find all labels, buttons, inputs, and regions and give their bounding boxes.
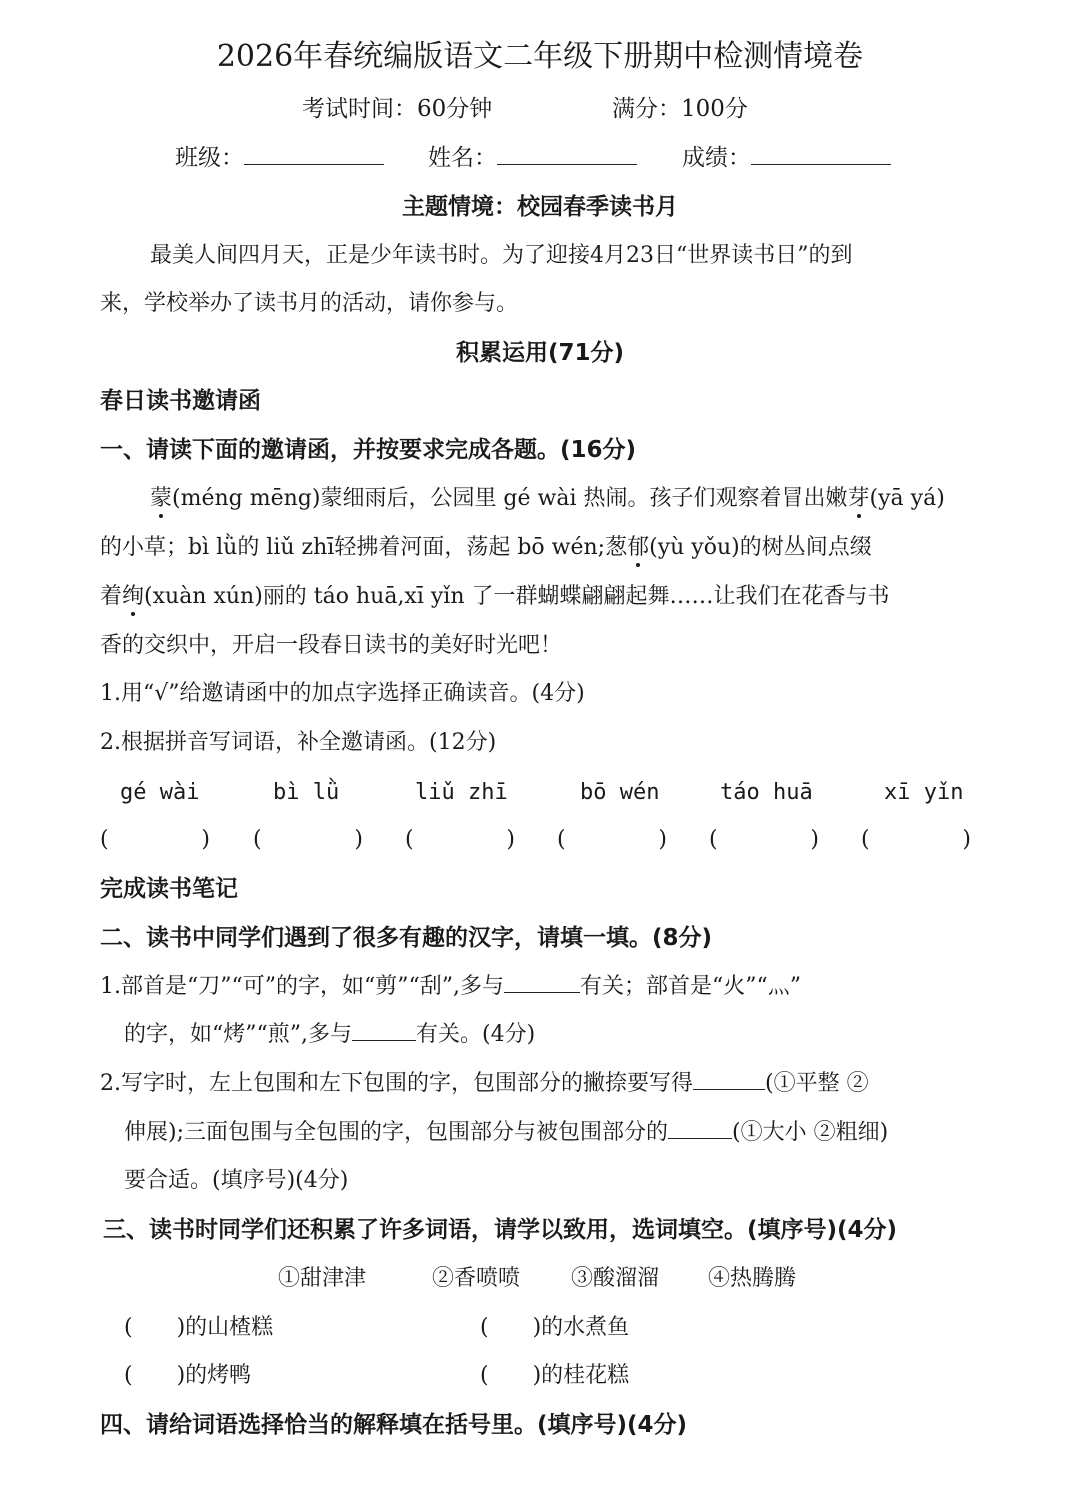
q2-s2-line3: 要合适。(填序号)(4分) [124,1168,349,1193]
passage-line-2 [100,537,872,559]
answer-box-4[interactable] [557,829,667,851]
paren-close: ) [962,827,971,852]
q2-blank-1[interactable] [504,990,580,993]
q2-text: 的字，如“烤”“煎”,多与 [124,1022,352,1047]
pinyin-5: táo huā [720,780,813,805]
paren-open: ( [861,827,870,852]
q2-blank-3[interactable] [693,1087,765,1090]
q3-option-4: ④热腾腾 [708,1266,797,1291]
q2-s1-line1 [100,976,801,998]
paren-close: ) [810,827,819,852]
score-blank[interactable] [751,162,891,165]
class-blank[interactable] [244,162,384,165]
q3-item-3[interactable]: ( )的烤鸭 [124,1363,252,1388]
pinyin-3: liǔ zhī [415,780,508,805]
dotted-char: 芽 [847,486,870,511]
paren-close: ) [658,827,667,852]
answer-box-5[interactable] [709,829,819,851]
q3-option-1: ①甜津津 [278,1266,367,1291]
paren-open: ( [253,827,262,852]
class-field [175,147,384,170]
paren-open: ( [557,827,566,852]
q2-text: 有关；部首是“火”“灬” [579,974,801,999]
passage-line-1 [150,488,945,510]
paren-open: ( [100,827,109,852]
answer-box-2[interactable] [253,829,363,851]
q1-sub1: 1.用“√”给邀请函中的加点字选择正确读音。(4分) [100,681,585,706]
q3-option-2: ②香喷喷 [432,1266,521,1291]
name-label: 姓名： [428,145,497,171]
q2-blank-4[interactable] [668,1136,732,1139]
passage-text: (yù yǒu)的树丛间点缀 [649,535,872,560]
q2-s1-line2 [124,1024,535,1046]
passage-text: (xuàn xún)丽的 táo huā,xī yǐn 了一群蝴蝶翩翩起舞……让我们在花香与书 [144,584,890,609]
exam-title: 2026年春统编版语文二年级下册期中检测情境卷 [216,39,864,74]
dotted-char: 郁 [627,535,650,560]
part1-heading: 春日读书邀请函 [100,388,261,414]
q2-s2-line2 [124,1122,888,1144]
name-field [428,147,637,170]
q2-text: 伸展);三面包围与全包围的字，包围部分与被包围部分的 [124,1120,668,1145]
q1-sub2: 2.根据拼音写词语，补全邀请函。(12分) [100,730,497,755]
q2-text: (①平整 ② [765,1071,869,1096]
pinyin-1: gé wài [120,780,200,805]
paren-close: ) [506,827,515,852]
q4-title: 四、请给词语选择恰当的解释填在括号里。(填序号)(4分) [100,1412,688,1438]
passage-line-3 [100,586,890,608]
paren-open: ( [405,827,414,852]
q3-item-4[interactable]: ( )的桂花糕 [480,1363,630,1388]
pinyin-4: bō wén [580,780,660,805]
q2-text: 1.部首是“刀”“可”的字，如“剪”“刮”,多与 [100,974,504,999]
dotted-char: 蒙 [150,486,173,511]
exam-time: 考试时间：60分钟 [302,96,493,122]
passage-text: 的小草；bì lǜ的 liǔ zhī轻拂着河面，荡起 bō wén;葱 [100,535,628,560]
passage-text: (méng mēng)蒙细雨后，公园里 gé wài 热闹。孩子们观察着冒出嫩 [172,486,848,511]
q3-item-2[interactable]: ( )的水煮鱼 [480,1315,630,1340]
passage-line-4: 香的交织中，开启一段春日读书的美好时光吧！ [100,633,563,658]
full-score: 满分：100分 [612,96,748,122]
score-label: 成绩： [682,145,751,171]
score-field [682,147,891,170]
q2-text: 2.写字时，左上包围和左下包围的字，包围部分的撇捺要写得 [100,1071,693,1096]
passage-text: (yā yá) [869,486,945,511]
q3-option-3: ③酸溜溜 [571,1266,660,1291]
paren-close: ) [354,827,363,852]
pinyin-6: xī yǐn [884,780,964,805]
paren-close: ) [201,827,210,852]
q2-blank-2[interactable] [352,1038,416,1041]
theme-title: 主题情境：校园春季读书月 [402,194,678,220]
answer-box-3[interactable] [405,829,515,851]
q3-title: 三、读书时同学们还积累了许多词语，请学以致用，选词填空。(填序号)(4分) [103,1217,898,1243]
intro-line-1: 最美人间四月天，正是少年读书时。为了迎接4月23日“世界读书日”的到 [150,243,853,268]
q2-s2-line1 [100,1073,869,1095]
answer-box-6[interactable] [861,829,971,851]
q2-text: (①大小 ②粗细) [732,1120,889,1145]
q2-text: 有关。(4分) [415,1022,536,1047]
paren-open: ( [709,827,718,852]
name-blank[interactable] [497,162,637,165]
answer-box-1[interactable] [100,829,210,851]
q1-title: 一、请读下面的邀请函，并按要求完成各题。(16分) [100,437,637,463]
passage-text: 着 [100,584,123,609]
q3-item-1[interactable]: ( )的山楂糕 [124,1315,274,1340]
q2-title: 二、读书中同学们遇到了很多有趣的汉字，请填一填。(8分) [100,925,713,951]
pinyin-2: bì lǜ [273,780,340,805]
class-label: 班级： [175,145,244,171]
dotted-char: 绚 [122,584,145,609]
section-heading: 积累运用(71分) [455,340,625,366]
intro-line-2: 来，学校举办了读书月的活动，请你参与。 [100,291,519,316]
part2-heading: 完成读书笔记 [100,876,238,902]
